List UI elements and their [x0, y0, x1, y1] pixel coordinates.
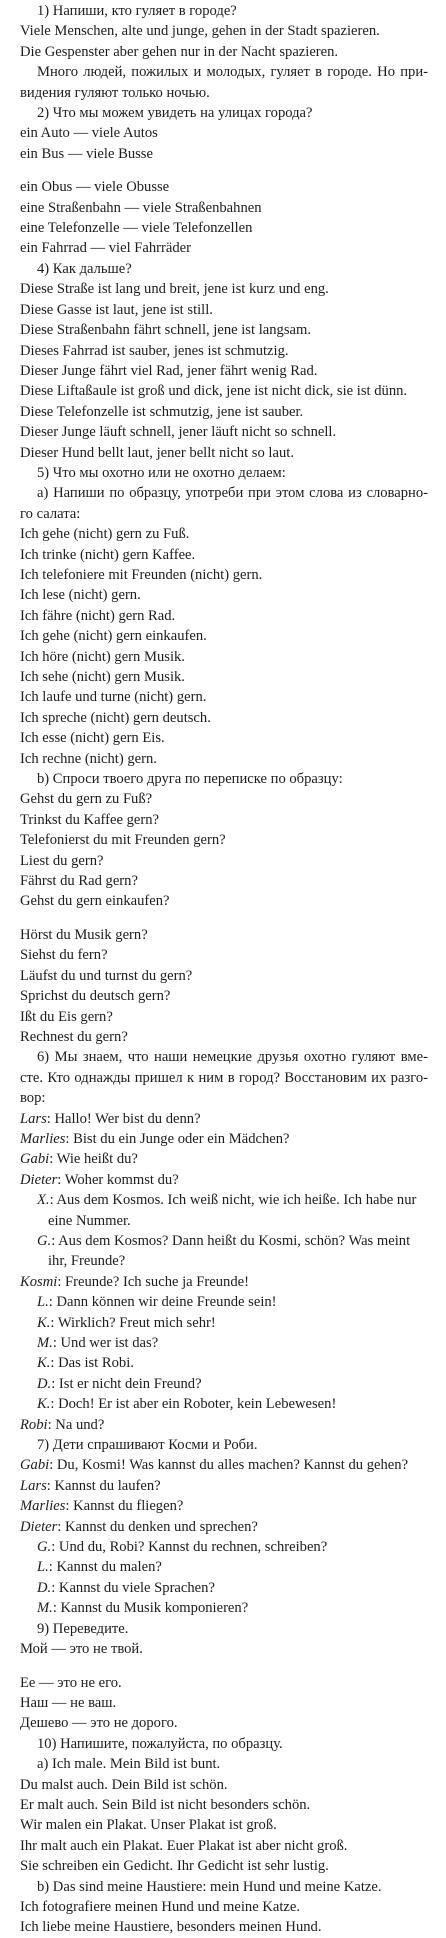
dialogue-text: Freunde? Ich suche ja Freunde!	[65, 1273, 249, 1290]
text-line: Dieser Junge fährt viel Rad, jener fährt wenig Rad.	[20, 362, 318, 379]
exercise-7-heading: 7) Дети спрашивают Косми и Роби.	[37, 1437, 258, 1454]
text-line: Gehst du gern zu Fuß?	[20, 791, 153, 808]
text-line: Ich telefoniere mit Freunden (nicht) gern.	[20, 566, 263, 583]
text-line: ein Bus — viele Busse	[20, 145, 153, 162]
dialogue-line: D.: Kannst du viele Sprachen?	[37, 1579, 215, 1596]
dialogue-text: Wirklich? Freut mich sehr!	[57, 1314, 216, 1331]
text-line: Дешево — это не дорого.	[20, 1715, 178, 1732]
dialogue-text: Aus dem Kosmos? Dann heißt du Kosmi, schön? Was meint	[58, 1232, 411, 1249]
dialogue-text: Kannst du laufen?	[54, 1477, 161, 1494]
text-line: Hörst du Musik gern?	[20, 926, 148, 943]
exercise-1-heading: 1) Напиши, кто гуляет в городе?	[37, 3, 237, 19]
dialogue-text: Und du, Robi? Kannst du rechnen, schreiben?	[58, 1539, 328, 1556]
text-line: Diese Straßenbahn fährt schnell, jene ist langsam.	[20, 322, 311, 339]
speaker-name: X.	[37, 1192, 50, 1209]
speaker-name: Marlies	[20, 1130, 66, 1147]
text-line: ein Obus — viele Obusse	[20, 179, 170, 196]
exercise-4-heading: 4) Как дальше?	[37, 260, 132, 277]
text-line: Fährst du Rad gern?	[20, 873, 138, 890]
speaker-name: K.	[37, 1314, 51, 1331]
text-line: a) Ich male. Mein Bild ist bunt.	[37, 1756, 221, 1773]
dialogue-line: K.: Doch! Er ist aber ein Roboter, kein Lebewesen!	[37, 1396, 337, 1413]
text-line: Ich gehe (nicht) gern einkaufen.	[20, 628, 207, 645]
speaker-name: D.	[37, 1375, 52, 1392]
text-line: eine Straßenbahn — viele Straßenbahnen	[20, 199, 262, 216]
speaker-name: G.	[37, 1539, 52, 1556]
speaker-name: Marlies	[20, 1498, 66, 1515]
dialogue-line: M.: Und wer ist das?	[37, 1335, 159, 1351]
dialogue-text: Bist du ein Junge oder ein Mädchen?	[73, 1130, 290, 1147]
dialogue-line: Lars: Kannst du laufen?	[20, 1477, 161, 1494]
dialogue-line: Robi: Na und?	[20, 1416, 105, 1433]
dialogue-text: Wie heißt du?	[56, 1151, 138, 1168]
text-line: го салата:	[20, 505, 81, 522]
dialogue-line: M.: Kannst du Musik komponieren?	[37, 1600, 249, 1617]
speaker-name: Dieter	[20, 1171, 58, 1188]
text-line: Ich trinke (nicht) gern Kaffee.	[20, 546, 196, 563]
speaker-name: Gabi	[20, 1457, 50, 1474]
text-line: Мой — это не твой.	[20, 1641, 143, 1658]
dialogue-line: Marlies: Bist du ein Junge oder ein Mädchen?	[20, 1130, 290, 1147]
spacer	[20, 912, 428, 925]
text-line: Ich spreche (nicht) gern deutsch.	[20, 709, 211, 726]
speaker-name: G.	[37, 1232, 52, 1249]
dialogue-line: L.: Dann können wir deine Freunde sein!	[37, 1294, 277, 1311]
text-line: b) Спроси твоего друга по переписке по образцу:	[37, 771, 343, 788]
exercise-9-heading: 9) Переведите.	[37, 1620, 129, 1637]
text-line: Ich laufe und turne (nicht) gern.	[20, 689, 207, 706]
text-line: Du malst auch. Dein Bild ist schön.	[20, 1776, 228, 1793]
dialogue-line: L.: Kannst du malen?	[37, 1559, 162, 1576]
text-line: b) Das sind meine Haustiere: mein Hund und meine Katze.	[37, 1878, 382, 1895]
text-line: Sprichst du deutsch gern?	[20, 988, 171, 1005]
spacer	[20, 1660, 428, 1673]
text-line: сте. Кто однажды пришел к ним в город? Восстановим их разго-	[20, 1069, 428, 1086]
text-line: Siehst du fern?	[20, 947, 108, 964]
speaker-name: Robi	[20, 1416, 48, 1433]
speaker-name: Kosmi	[20, 1273, 58, 1290]
text-line: Telefonierst du mit Freunden gern?	[20, 832, 226, 849]
dialogue-line: G.: Und du, Robi? Kannst du rechnen, schreiben?	[37, 1539, 328, 1556]
dialogue-line: X.: Aus dem Kosmos. Ich weiß nicht, wie ich heiße. Ich habe nur	[37, 1192, 417, 1209]
exercise-10-heading: 10) Напишите, пожалуйста, по образцу.	[37, 1735, 283, 1752]
speaker-name: M.	[37, 1600, 53, 1617]
text-line: Diese Straße ist lang und breit, jene ist kurz und eng.	[20, 281, 329, 298]
text-line: видения гуляют только ночью.	[20, 84, 210, 101]
text-line: ein Auto — viele Autos	[20, 125, 158, 142]
text-line: eine Nummer.	[48, 1212, 131, 1229]
text-line: Dieser Hund bellt laut, jener bellt nicht so laut.	[20, 444, 294, 461]
speaker-name: L.	[37, 1294, 49, 1311]
dialogue-line: Gabi: Wie heißt du?	[20, 1151, 138, 1168]
speaker-name: K.	[37, 1396, 51, 1413]
text-line: Liest du gern?	[20, 852, 104, 869]
dialogue-text: Kannst du fliegen?	[73, 1498, 184, 1515]
text-line: Ich fähre (nicht) gern Rad.	[20, 607, 176, 624]
text-line: Ich sehe (nicht) gern Musik.	[20, 669, 185, 685]
text-line: Diese Gasse ist laut, jene ist still.	[20, 301, 213, 318]
spacer	[20, 164, 428, 177]
dialogue-line: Kosmi: Freunde? Ich suche ja Freunde!	[20, 1273, 249, 1290]
dialogue-text: Doch! Er ist aber ein Roboter, kein Lebewesen!	[58, 1396, 337, 1413]
text-line: Ее — это не его.	[20, 1674, 122, 1691]
speaker-name: K.	[37, 1355, 51, 1372]
dialogue-text: Das ist Robi.	[58, 1355, 134, 1372]
dialogue-line: K.: Das ist Robi.	[37, 1355, 134, 1372]
dialogue-line: Gabi: Du, Kosmi! Was kannst du alles machen? Kannst du gehen?	[20, 1457, 409, 1474]
dialogue-text: Kannst du malen?	[56, 1559, 162, 1576]
text-line: Ihr malt auch ein Plakat. Euer Plakat ist aber nicht groß.	[20, 1837, 348, 1854]
dialogue-text: Na und?	[55, 1416, 105, 1433]
exercise-5-heading: 5) Что мы охотно или не охотно делаем:	[37, 464, 286, 481]
dialogue-text: Kannst du denken und sprechen?	[65, 1518, 258, 1535]
dialogue-line: Lars: Hallo! Wer bist du denn?	[20, 1110, 201, 1127]
speaker-name: Gabi	[20, 1151, 50, 1168]
dialogue-text: Kannst du Musik komponieren?	[60, 1600, 249, 1617]
dialogue-line: Dieter: Kannst du denken und sprechen?	[20, 1518, 258, 1535]
dialogue-text: Und wer ist das?	[60, 1335, 159, 1351]
speaker-name: M.	[37, 1335, 53, 1351]
exercise-6-heading: 6) Мы знаем, что наши немецкие друзья охотно гуляют вме-	[37, 1049, 428, 1066]
text-line: Diese Telefonzelle ist schmutzig, jene ist sauber.	[20, 403, 304, 420]
text-line: Läufst du und turnst du gern?	[20, 967, 193, 984]
text-line: Viele Menschen, alte und junge, gehen in der Stadt spazieren.	[20, 23, 380, 40]
speaker-name: Lars	[20, 1110, 47, 1127]
text-line: Ich rechne (nicht) gern.	[20, 750, 157, 767]
text-line: вор:	[20, 1090, 46, 1107]
text-line: Ich höre (nicht) gern Musik.	[20, 648, 185, 665]
dialogue-text: Du, Kosmi! Was kannst du alles machen? Kannst du gehen?	[56, 1457, 409, 1474]
text-line: Die Gespenster aber gehen nur in der Nacht spazieren.	[20, 43, 339, 60]
text-line: Dieses Fahrrad ist sauber, jenes ist schmutzig.	[20, 342, 289, 359]
text-line: Diese Liftaßaule ist groß und dick, jene ist nicht dick, sie ist dünn.	[20, 383, 408, 400]
text-line: Dieser Junge läuft schnell, jener läuft nicht so schnell.	[20, 424, 337, 441]
dialogue-line: Marlies: Kannst du fliegen?	[20, 1498, 184, 1515]
text-line: ein Fahrrad — viel Fahrräder	[20, 240, 192, 257]
dialogue-text: Kannst du viele Sprachen?	[58, 1579, 215, 1596]
text-line: Ich gehe (nicht) gern zu Fuß.	[20, 526, 190, 543]
text-line: Ich esse (nicht) gern Eis.	[20, 730, 165, 747]
speaker-name: D.	[37, 1579, 52, 1596]
dialogue-line: G.: Aus dem Kosmos? Dann heißt du Kosmi, schön? Was meint	[37, 1232, 411, 1249]
dialogue-text: Woher kommst du?	[64, 1171, 179, 1188]
speaker-name: Dieter	[20, 1518, 58, 1535]
text-line: ihr, Freunde?	[48, 1253, 126, 1270]
text-line: Trinkst du Kaffee gern?	[20, 811, 160, 828]
dialogue-text: Ist er nicht dein Freund?	[58, 1375, 202, 1392]
dialogue-text: Dann können wir deine Freunde sein!	[56, 1294, 277, 1311]
text-line: Sie schreiben ein Gedicht. Ihr Gedicht ist sehr lustig.	[20, 1858, 329, 1875]
text-line: Много людей, пожилых и молодых, гуляет в городе. Но при-	[37, 64, 428, 81]
text-line: eine Telefonzelle — viele Telefonzellen	[20, 220, 253, 237]
dialogue-text: Aus dem Kosmos. Ich weiß nicht, wie ich heiße. Ich habe nur	[56, 1192, 417, 1209]
text-line: Er malt auch. Sein Bild ist nicht besonders schön.	[20, 1796, 311, 1813]
speaker-name: Lars	[20, 1477, 47, 1494]
text-line: Ich fotografiere meinen Hund und meine Katze.	[20, 1898, 301, 1915]
exercise-2-heading: 2) Что мы можем увидеть на улицах города?	[37, 105, 313, 122]
text-line: а) Напиши по образцу, употреби при этом слова из словарно-	[37, 485, 428, 502]
text-line: Ich liebe meine Haustiere, besonders meinen Hund.	[20, 1919, 322, 1936]
text-line: Rechnest du gern?	[20, 1028, 128, 1045]
text-line: Наш — не ваш.	[20, 1694, 117, 1711]
dialogue-line: Dieter: Woher kommst du?	[20, 1171, 179, 1188]
text-line: Ißt du Eis gern?	[20, 1008, 113, 1025]
text-line: Wir malen ein Plakat. Unser Plakat ist groß.	[20, 1817, 277, 1834]
speaker-name: L.	[37, 1559, 49, 1576]
text-line: Gehst du gern einkaufen?	[20, 893, 170, 910]
dialogue-line: K.: Wirklich? Freut mich sehr!	[37, 1314, 216, 1331]
text-line: Ich lese (nicht) gern.	[20, 587, 141, 604]
dialogue-text: Hallo! Wer bist du denn?	[54, 1110, 201, 1127]
dialogue-line: D.: Ist er nicht dein Freund?	[37, 1375, 202, 1392]
